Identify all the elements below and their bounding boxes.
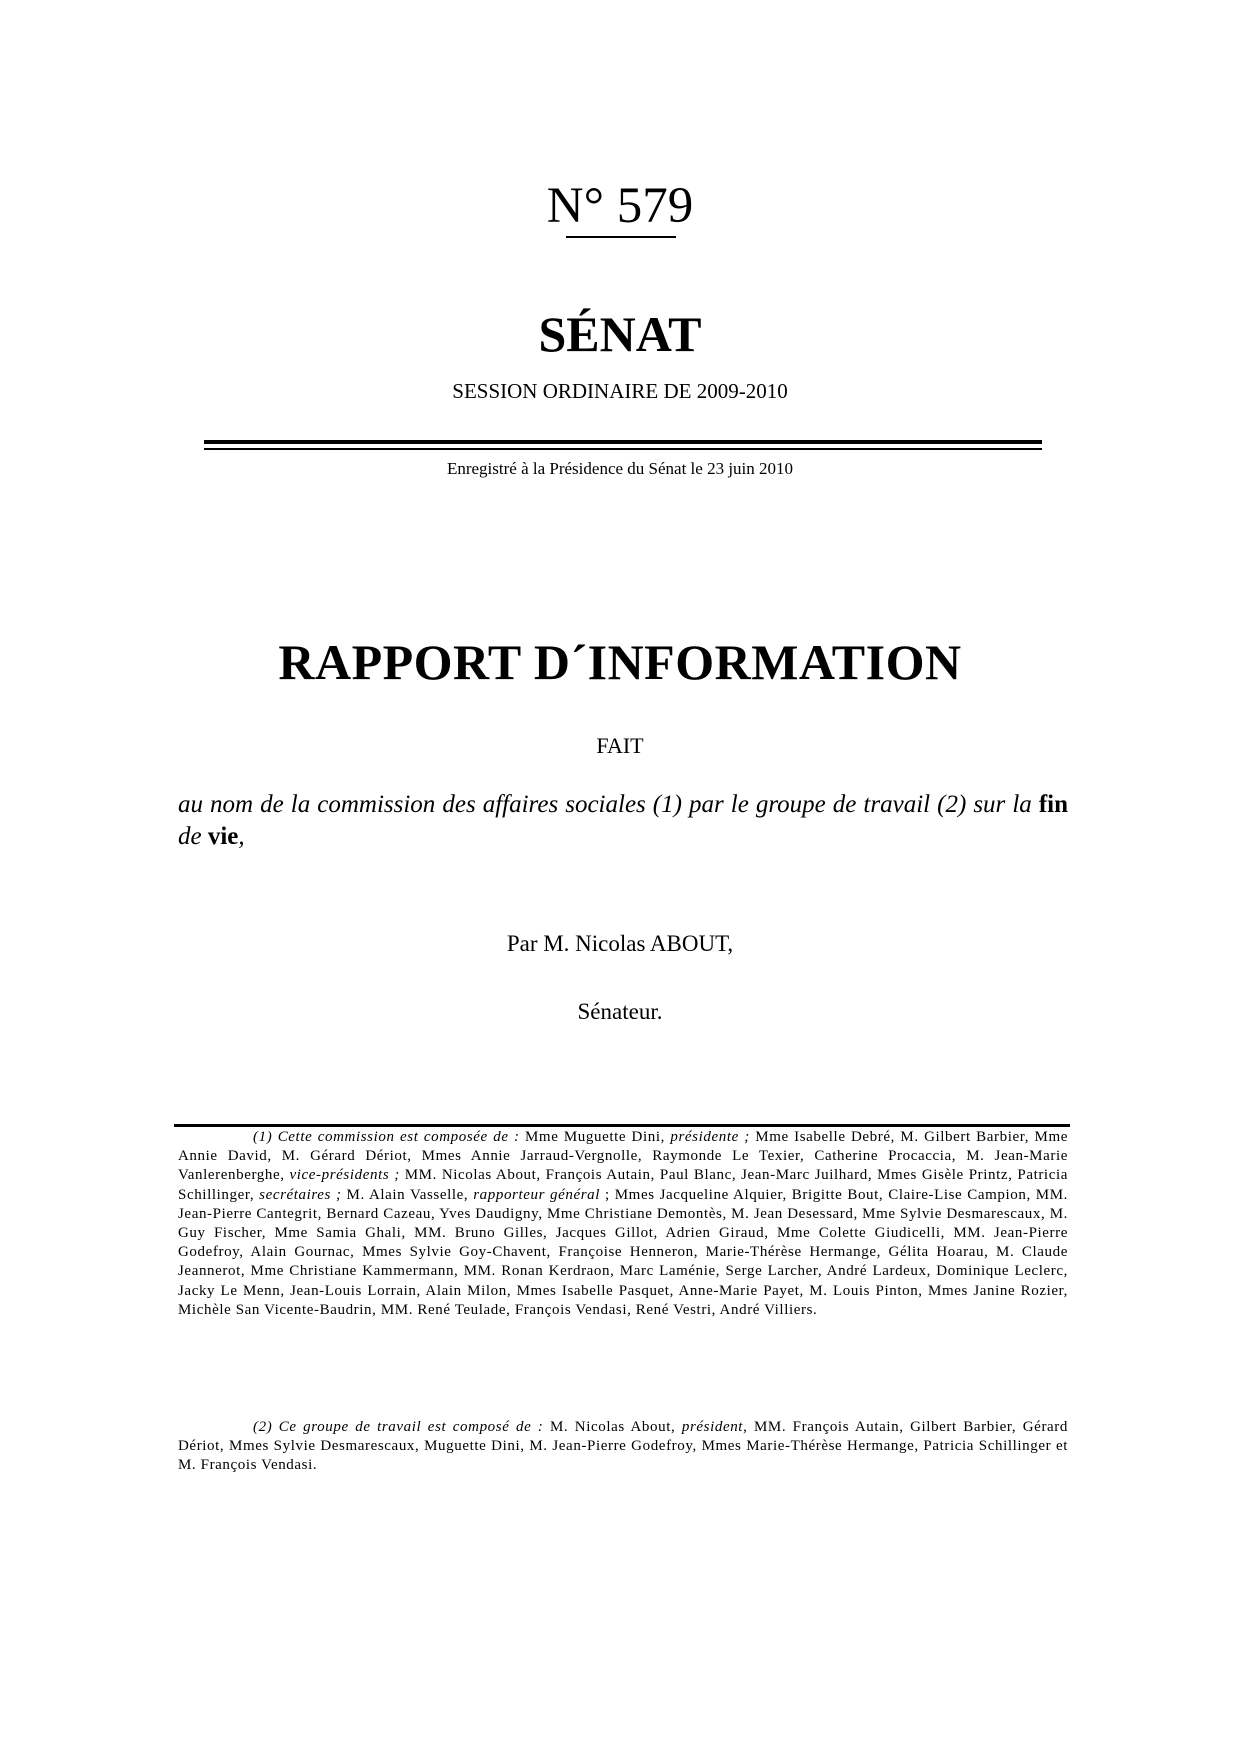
registration-line: Enregistré à la Présidence du Sénat le 23 juin 2010 xyxy=(446,459,794,478)
report-fait: FAIT xyxy=(596,733,644,758)
footnote-lead: (2) Ce groupe de travail est composé de : xyxy=(253,1419,544,1435)
footnote-text: Mme Isabelle Debré, M. Gilbert Barbier, Mme Annie David, M. Gérard Dériot, Mmes Annie Jarraud-Vergnolle, Raymonde Le Texier, Catherine Procaccia, M. Jean-Marie Vanlerenberghe, xyxy=(178,1129,1068,1184)
subject-end: , xyxy=(238,823,245,850)
header-rule-thin xyxy=(204,448,1042,450)
footnote-text: MM. Nicolas About, François Autain, Paul Blanc, Jean-Marc Juilhard, Mmes Gisèle Printz, Patricia Schillinger, xyxy=(178,1167,1068,1203)
subject-vie: vie xyxy=(207,823,239,850)
report-subject xyxy=(178,789,1068,853)
footnote-rule xyxy=(174,1124,1070,1127)
header-rule-thick xyxy=(204,440,1042,444)
author-role: Sénateur. xyxy=(577,999,663,1024)
footnote-text: M. Nicolas About, xyxy=(543,1419,682,1435)
footnote-role: secrétaires ; xyxy=(259,1186,342,1203)
footnote-lead: (1) Cette commission est composée de : xyxy=(253,1129,520,1145)
chamber-title: SÉNAT xyxy=(538,306,702,362)
footnote-text: Mme Muguette Dini, xyxy=(519,1129,671,1145)
footnote-role: rapporteur général xyxy=(473,1186,601,1203)
footnote-text: M. Alain Vasselle, xyxy=(341,1186,474,1203)
session-line: SESSION ORDINAIRE DE 2009-2010 xyxy=(452,379,788,403)
footnote-role: présidente ; xyxy=(670,1129,750,1145)
number-underline xyxy=(566,236,676,238)
report-title: RAPPORT D´INFORMATION xyxy=(278,634,962,690)
footnote-text: ; Mmes Jacqueline Alquier, Brigitte Bout, Claire-Lise Campion, MM. Jean-Pierre Cantegrit, Bernard Cazeau, Yves Daudigny, Mme Christiane Demontès, M. Jean Desessard, Mme Sylvie Desmarescaux, M. Guy Fischer, Mme Samia Ghali, MM. Bruno Gilles, Jacques Gillot, Adrien Giraud, Mme Colette Giudicelli, MM. Jean-Pierre Godefroy, Alain Gournac, Mmes Sylvie Goy-Chavent, Françoise Henneron, Marie-Thérèse Hermange, Gélita Hoarau, M. Claude Jeannerot, Mme Christiane Kammermann, MM. Ronan Kerdraon, Marc Laménie, Serge Larcher, André Lardeux, Dominique Leclerc, Jacky Le Menn, Jean-Louis Lorrain, Alain Milon, Mmes Isabelle Pasquet, Anne-Marie Payet, M. Louis Pinton, Mmes Janine Rozier, Michèle San Vicente-Baudrin, MM. René Teulade, François Vendasi, René Vestri, André Villiers. xyxy=(178,1186,1068,1318)
footnote-role: président xyxy=(681,1419,744,1435)
footnote-role: vice-présidents ; xyxy=(289,1167,400,1184)
subject-text: au nom de la commission des affaires sociales (1) par le groupe de travail (2) sur la xyxy=(178,791,1039,818)
document-number: N° 579 xyxy=(546,178,694,234)
footnote-commission xyxy=(178,1128,1068,1320)
subject-fin: fin xyxy=(1038,791,1068,818)
footnote-text: , MM. François Autain, Gilbert Barbier, Gérard Dériot, Mmes Sylvie Desmarescaux, Muguette Dini, M. Jean-Pierre Godefroy, Mmes Marie-Thérèse Hermange, Patricia Schillinger et M. François Vendasi. xyxy=(178,1419,1068,1474)
footnote-working-group xyxy=(178,1418,1068,1476)
subject-de: de xyxy=(178,823,208,850)
author-line: Par M. Nicolas ABOUT, xyxy=(506,931,734,956)
